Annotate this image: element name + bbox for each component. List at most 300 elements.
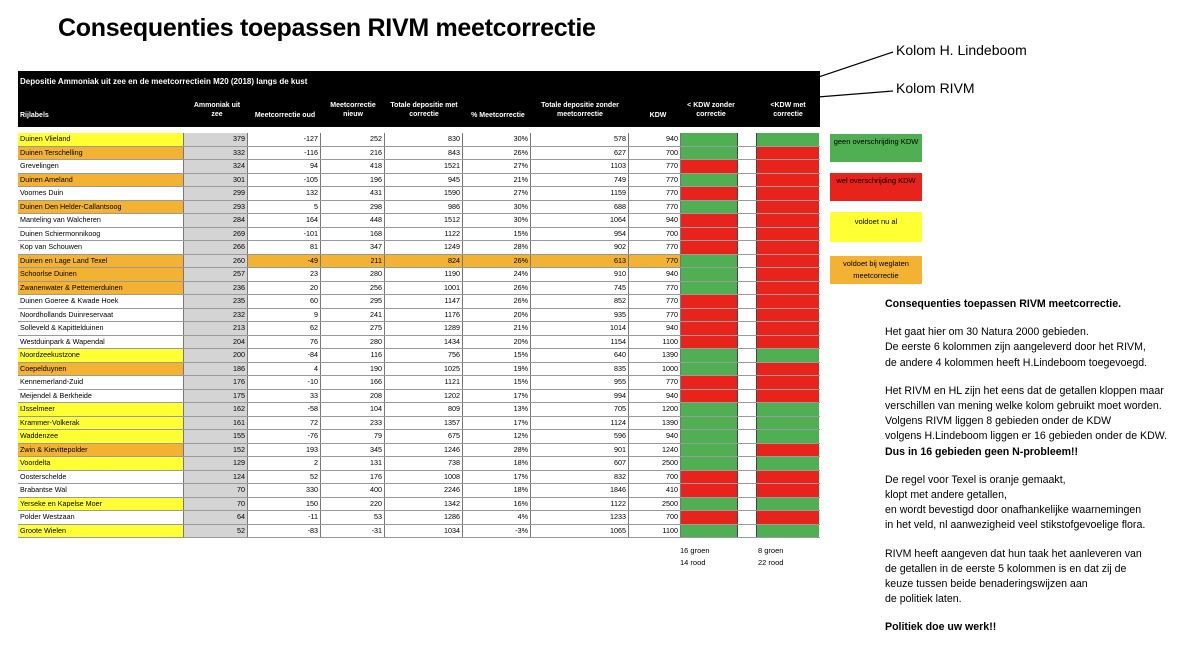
cell-meetcorrectie-oud: -58 [248, 403, 321, 416]
cell-meetcorrectie-oud: 81 [248, 241, 321, 254]
cell-status-met [756, 363, 819, 376]
cell-totale-met: 1008 [385, 471, 463, 484]
cell-totale-met: 1001 [385, 282, 463, 295]
cell-kdw: 940 [629, 322, 681, 335]
cell-spacer [738, 282, 756, 295]
cell-totale-met: 1286 [385, 511, 463, 524]
cell-ammoniak: 162 [184, 403, 248, 416]
cell-meetcorrectie-nieuw: 252 [321, 133, 385, 146]
cell-meetcorrectie-nieuw: 196 [321, 174, 385, 187]
cell-meetcorrectie-oud: 150 [248, 498, 321, 511]
cell-totale-zonder: 596 [531, 430, 629, 443]
cell-pct: 15% [463, 349, 531, 362]
cell-area-name: Duinen en Lage Land Texel [18, 255, 184, 268]
cell-status-zonder [681, 336, 738, 349]
cell-status-met [756, 160, 819, 173]
cell-spacer [738, 444, 756, 457]
cell-totale-met: 1521 [385, 160, 463, 173]
cell-totale-zonder: 832 [531, 471, 629, 484]
cell-meetcorrectie-nieuw: 280 [321, 268, 385, 281]
totals-zonder-groen: 16 groen [680, 546, 710, 555]
cell-area-name: Duinen Den Helder-Callantsoog [18, 201, 184, 214]
cell-spacer [738, 349, 756, 362]
cell-ammoniak: 200 [184, 349, 248, 362]
cell-kdw: 940 [629, 268, 681, 281]
cell-totale-met: 824 [385, 255, 463, 268]
cell-status-zonder [681, 147, 738, 160]
cell-pct: 17% [463, 417, 531, 430]
explanation-p2-conclusion: Dus in 16 gebieden geen N-probleem!! [885, 445, 1079, 458]
cell-totale-met: 945 [385, 174, 463, 187]
cell-totale-zonder: 852 [531, 295, 629, 308]
cell-status-zonder [681, 376, 738, 389]
cell-meetcorrectie-nieuw: 166 [321, 376, 385, 389]
cell-area-name: Krammer-Volkerak [18, 417, 184, 430]
cell-status-zonder [681, 255, 738, 268]
cell-area-name: Manteling van Walcheren [18, 214, 184, 227]
cell-meetcorrectie-oud: 4 [248, 363, 321, 376]
table-row [18, 187, 820, 201]
cell-ammoniak: 175 [184, 390, 248, 403]
cell-pct: 12% [463, 430, 531, 443]
cell-status-met [756, 336, 819, 349]
cell-area-name: Noordzeekustzone [18, 349, 184, 362]
cell-area-name: Duinen Vlieland [18, 133, 184, 146]
cell-status-met [756, 525, 819, 538]
cell-status-zonder [681, 174, 738, 187]
cell-meetcorrectie-oud: -83 [248, 525, 321, 538]
cell-meetcorrectie-oud: -76 [248, 430, 321, 443]
cell-kdw: 1240 [629, 444, 681, 457]
cell-kdw: 770 [629, 160, 681, 173]
cell-kdw: 1200 [629, 403, 681, 416]
cell-kdw: 700 [629, 471, 681, 484]
cell-area-name: Polder Westzaan [18, 511, 184, 524]
cell-status-met [756, 282, 819, 295]
cell-kdw: 1390 [629, 349, 681, 362]
cell-kdw: 770 [629, 282, 681, 295]
cell-meetcorrectie-oud: 76 [248, 336, 321, 349]
cell-pct: 19% [463, 363, 531, 376]
cell-status-met [756, 322, 819, 335]
cell-meetcorrectie-oud: 132 [248, 187, 321, 200]
cell-area-name: Westduinpark & Wapendal [18, 336, 184, 349]
cell-pct: 17% [463, 390, 531, 403]
cell-spacer [738, 457, 756, 470]
cell-totale-met: 2246 [385, 484, 463, 497]
header-pct-meetcorrectie: % Meetcorrectie [471, 112, 525, 119]
explanation-p4-line: de getallen in de eerste 5 kolommen is en dat zij de [885, 562, 1127, 575]
table-row [18, 160, 820, 174]
table-row [18, 511, 820, 525]
table-row [18, 417, 820, 431]
cell-meetcorrectie-nieuw: 241 [321, 309, 385, 322]
cell-ammoniak: 176 [184, 376, 248, 389]
table-row [18, 498, 820, 512]
cell-area-name: Schoorlse Duinen [18, 268, 184, 281]
cell-totale-zonder: 835 [531, 363, 629, 376]
cell-totale-met: 1176 [385, 309, 463, 322]
cell-kdw: 770 [629, 309, 681, 322]
cell-totale-zonder: 1122 [531, 498, 629, 511]
cell-meetcorrectie-nieuw: 431 [321, 187, 385, 200]
cell-totale-met: 1190 [385, 268, 463, 281]
cell-kdw: 700 [629, 511, 681, 524]
cell-meetcorrectie-nieuw: 216 [321, 147, 385, 160]
cell-ammoniak: 324 [184, 160, 248, 173]
cell-kdw: 940 [629, 214, 681, 227]
cell-kdw: 770 [629, 295, 681, 308]
cell-status-zonder [681, 511, 738, 524]
cell-status-met [756, 498, 819, 511]
cell-meetcorrectie-oud: -10 [248, 376, 321, 389]
cell-area-name: Duinen Terschelling [18, 147, 184, 160]
explanation-p4-line: RIVM heeft aangeven dat hun taak het aanleveren van [885, 547, 1142, 560]
cell-spacer [738, 160, 756, 173]
cell-totale-zonder: 1064 [531, 214, 629, 227]
cell-kdw: 1100 [629, 525, 681, 538]
cell-status-met [756, 133, 819, 146]
explanation-text [885, 297, 1195, 636]
table-row [18, 322, 820, 336]
cell-ammoniak: 129 [184, 457, 248, 470]
cell-kdw: 770 [629, 376, 681, 389]
cell-kdw: 770 [629, 241, 681, 254]
cell-totale-zonder: 705 [531, 403, 629, 416]
header-meetcorrectie-nieuw: Meetcorrectie nieuw [330, 102, 376, 118]
cell-status-zonder [681, 201, 738, 214]
cell-area-name: Brabantse Wal [18, 484, 184, 497]
cell-totale-zonder: 607 [531, 457, 629, 470]
cell-pct: 15% [463, 228, 531, 241]
cell-meetcorrectie-oud: 52 [248, 471, 321, 484]
cell-status-zonder [681, 498, 738, 511]
cell-meetcorrectie-nieuw: 116 [321, 349, 385, 362]
table-row [18, 309, 820, 323]
cell-meetcorrectie-oud: 330 [248, 484, 321, 497]
cell-status-zonder [681, 309, 738, 322]
cell-status-zonder [681, 187, 738, 200]
cell-area-name: Groote Wielen [18, 525, 184, 538]
cell-totale-zonder: 627 [531, 147, 629, 160]
cell-spacer [738, 498, 756, 511]
cell-area-name: Solleveld & Kapittelduinen [18, 322, 184, 335]
annotation-rivm: Kolom RIVM [896, 80, 975, 96]
cell-meetcorrectie-nieuw: 220 [321, 498, 385, 511]
cell-status-met [756, 484, 819, 497]
cell-meetcorrectie-nieuw: 168 [321, 228, 385, 241]
cell-meetcorrectie-oud: 72 [248, 417, 321, 430]
table-row [18, 376, 820, 390]
table-row [18, 444, 820, 458]
table-row [18, 147, 820, 161]
table-row [18, 484, 820, 498]
cell-ammoniak: 266 [184, 241, 248, 254]
cell-totale-met: 1249 [385, 241, 463, 254]
cell-spacer [738, 147, 756, 160]
cell-status-zonder [681, 282, 738, 295]
cell-status-zonder [681, 160, 738, 173]
cell-meetcorrectie-nieuw: 104 [321, 403, 385, 416]
cell-kdw: 700 [629, 228, 681, 241]
cell-status-zonder [681, 322, 738, 335]
cell-pct: 26% [463, 147, 531, 160]
cell-spacer [738, 187, 756, 200]
cell-pct: 27% [463, 187, 531, 200]
totals-zonder [680, 545, 710, 569]
cell-pct: 17% [463, 471, 531, 484]
cell-spacer [738, 363, 756, 376]
cell-status-met [756, 511, 819, 524]
cell-totale-met: 1202 [385, 390, 463, 403]
table-row [18, 282, 820, 296]
table-row [18, 363, 820, 377]
cell-status-zonder [681, 525, 738, 538]
table-row [18, 471, 820, 485]
cell-ammoniak: 204 [184, 336, 248, 349]
cell-status-met [756, 403, 819, 416]
cell-meetcorrectie-nieuw: 400 [321, 484, 385, 497]
cell-status-met [756, 214, 819, 227]
cell-area-name: Duinen Ameland [18, 174, 184, 187]
annotation-lindeboom: Kolom H. Lindeboom [896, 42, 1027, 58]
cell-ammoniak: 64 [184, 511, 248, 524]
cell-totale-zonder: 994 [531, 390, 629, 403]
cell-totale-zonder: 954 [531, 228, 629, 241]
cell-status-met [756, 268, 819, 281]
header-meetcorrectie-oud: Meetcorrectie oud [254, 112, 316, 119]
explanation-p4-line: keuze tussen beide benaderingswijzen aan [885, 578, 1088, 591]
cell-totale-met: 986 [385, 201, 463, 214]
cell-meetcorrectie-oud: 94 [248, 160, 321, 173]
cell-area-name: Yerseke en Kapelse Moer [18, 498, 184, 511]
table-row [18, 430, 820, 444]
cell-spacer [738, 322, 756, 335]
explanation-p3-line: klopt met andere getallen, [885, 489, 1007, 502]
header-rijlabels: Rijlabels [20, 112, 49, 119]
cell-totale-zonder: 955 [531, 376, 629, 389]
cell-pct: 26% [463, 255, 531, 268]
cell-meetcorrectie-nieuw: 190 [321, 363, 385, 376]
cell-totale-zonder: 1846 [531, 484, 629, 497]
explanation-closing: Politiek doe uw werk!! [885, 621, 997, 634]
table-caption: Depositie Ammoniak uit zee en de meetcorrectiein M20 (2018) langs de kust [20, 77, 308, 86]
cell-totale-zonder: 749 [531, 174, 629, 187]
cell-totale-zonder: 640 [531, 349, 629, 362]
cell-meetcorrectie-oud: -84 [248, 349, 321, 362]
cell-totale-met: 830 [385, 133, 463, 146]
cell-totale-zonder: 1065 [531, 525, 629, 538]
cell-totale-zonder: 1014 [531, 322, 629, 335]
header-totale-depositie-met: Totale depositie met correctie [390, 102, 458, 118]
cell-area-name: Kennemerland-Zuid [18, 376, 184, 389]
cell-status-zonder [681, 417, 738, 430]
cell-meetcorrectie-oud: 20 [248, 282, 321, 295]
cell-spacer [738, 430, 756, 443]
cell-status-zonder [681, 390, 738, 403]
cell-kdw: 940 [629, 390, 681, 403]
explanation-p3-line: De regel voor Texel is oranje gemaakt, [885, 473, 1066, 486]
cell-ammoniak: 299 [184, 187, 248, 200]
cell-spacer [738, 214, 756, 227]
explanation-p2-line: verschillen van mening welke kolom gebruikt moet worden. [885, 400, 1162, 413]
cell-spacer [738, 174, 756, 187]
table-row [18, 133, 820, 147]
header-kdw: KDW [649, 112, 667, 119]
cell-kdw: 770 [629, 187, 681, 200]
cell-status-met [756, 295, 819, 308]
cell-ammoniak: 161 [184, 417, 248, 430]
cell-totale-zonder: 902 [531, 241, 629, 254]
page-title: Consequenties toepassen RIVM meetcorrectie [58, 14, 596, 42]
table-row [18, 336, 820, 350]
cell-totale-zonder: 1103 [531, 160, 629, 173]
cell-meetcorrectie-oud: 62 [248, 322, 321, 335]
cell-status-met [756, 349, 819, 362]
cell-spacer [738, 484, 756, 497]
cell-totale-zonder: 910 [531, 268, 629, 281]
table-row [18, 457, 820, 471]
cell-status-met [756, 444, 819, 457]
cell-meetcorrectie-nieuw: 211 [321, 255, 385, 268]
cell-pct: 26% [463, 295, 531, 308]
cell-kdw: 940 [629, 430, 681, 443]
explanation-p2-line: Het RIVM en HL zijn het eens dat de getallen kloppen maar [885, 384, 1164, 397]
cell-area-name: Noordhollands Duinreservaat [18, 309, 184, 322]
cell-totale-met: 1147 [385, 295, 463, 308]
header-kdw-zonder: < KDW zonder correctie [687, 102, 735, 118]
cell-ammoniak: 186 [184, 363, 248, 376]
cell-status-zonder [681, 349, 738, 362]
cell-ammoniak: 257 [184, 268, 248, 281]
legend-red: wel overschrijding KDW [830, 173, 922, 201]
cell-kdw: 410 [629, 484, 681, 497]
cell-status-met [756, 241, 819, 254]
cell-totale-met: 675 [385, 430, 463, 443]
cell-status-met [756, 430, 819, 443]
cell-meetcorrectie-oud: -101 [248, 228, 321, 241]
cell-totale-met: 1434 [385, 336, 463, 349]
cell-meetcorrectie-nieuw: 418 [321, 160, 385, 173]
cell-pct: 30% [463, 133, 531, 146]
cell-ammoniak: 284 [184, 214, 248, 227]
legend-yellow: voldoet nu al [830, 212, 922, 242]
cell-status-zonder [681, 457, 738, 470]
totals-met-groen: 8 groen [758, 546, 784, 555]
header-kdw-met: <KDW met correctie [770, 102, 806, 118]
cell-area-name: Kop van Schouwen [18, 241, 184, 254]
cell-totale-met: 738 [385, 457, 463, 470]
cell-ammoniak: 155 [184, 430, 248, 443]
explanation-p1-line: De eerste 6 kolommen zijn aangeleverd door het RIVM, [885, 341, 1146, 354]
cell-area-name: Zwin & Kievittepolder [18, 444, 184, 457]
cell-status-met [756, 417, 819, 430]
totals-met [758, 545, 783, 569]
cell-area-name: Zwanenwater & Pettemerduinen [18, 282, 184, 295]
cell-kdw: 770 [629, 255, 681, 268]
legend-green: geen overschrijding KDW [830, 134, 922, 162]
legend-orange: voldoet bij weglaten meetcorrectie [830, 256, 922, 284]
cell-status-zonder [681, 295, 738, 308]
cell-totale-zonder: 688 [531, 201, 629, 214]
cell-kdw: 2500 [629, 498, 681, 511]
cell-meetcorrectie-nieuw: 208 [321, 390, 385, 403]
cell-status-zonder [681, 214, 738, 227]
cell-meetcorrectie-nieuw: 280 [321, 336, 385, 349]
cell-ammoniak: 52 [184, 525, 248, 538]
cell-pct: 4% [463, 511, 531, 524]
cell-area-name: Voornes Duin [18, 187, 184, 200]
cell-meetcorrectie-oud: 193 [248, 444, 321, 457]
explanation-p4-line: de politiek laten. [885, 593, 962, 606]
explanation-heading: Consequenties toepassen RIVM meetcorrectie. [885, 298, 1122, 310]
cell-totale-met: 1034 [385, 525, 463, 538]
cell-meetcorrectie-oud: -127 [248, 133, 321, 146]
deposition-table [18, 71, 820, 546]
cell-pct: 20% [463, 309, 531, 322]
cell-meetcorrectie-nieuw: 233 [321, 417, 385, 430]
cell-totale-zonder: 613 [531, 255, 629, 268]
cell-totale-zonder: 1154 [531, 336, 629, 349]
cell-ammoniak: 232 [184, 309, 248, 322]
cell-totale-met: 809 [385, 403, 463, 416]
table-row [18, 255, 820, 269]
cell-spacer [738, 201, 756, 214]
cell-ammoniak: 260 [184, 255, 248, 268]
explanation-p2-line: volgens H.Lindeboom liggen er 16 gebieden onder de KDW. [885, 430, 1168, 443]
cell-spacer [738, 525, 756, 538]
cell-spacer [738, 268, 756, 281]
cell-pct: 28% [463, 444, 531, 457]
explanation-p3-line: in het veld, nl aanwezigheid veel stikstofgevoelige flora. [885, 519, 1146, 532]
cell-meetcorrectie-nieuw: 256 [321, 282, 385, 295]
cell-totale-met: 1342 [385, 498, 463, 511]
cell-ammoniak: 332 [184, 147, 248, 160]
cell-meetcorrectie-nieuw: 298 [321, 201, 385, 214]
cell-spacer [738, 390, 756, 403]
cell-pct: 16% [463, 498, 531, 511]
cell-spacer [738, 376, 756, 389]
cell-meetcorrectie-nieuw: 275 [321, 322, 385, 335]
cell-kdw: 2500 [629, 457, 681, 470]
cell-spacer [738, 295, 756, 308]
cell-totale-met: 1289 [385, 322, 463, 335]
cell-status-met [756, 201, 819, 214]
table-row [18, 403, 820, 417]
cell-pct: 21% [463, 174, 531, 187]
cell-area-name: Duinen Schiermonnikoog [18, 228, 184, 241]
explanation-p2-line: Volgens RIVM liggen 8 gebieden onder de KDW [885, 415, 1112, 428]
cell-totale-zonder: 1159 [531, 187, 629, 200]
cell-ammoniak: 152 [184, 444, 248, 457]
cell-status-zonder [681, 403, 738, 416]
cell-ammoniak: 236 [184, 282, 248, 295]
table-row [18, 525, 820, 539]
cell-status-met [756, 228, 819, 241]
table-body [18, 133, 820, 538]
cell-meetcorrectie-oud: 33 [248, 390, 321, 403]
cell-meetcorrectie-oud: 9 [248, 309, 321, 322]
cell-meetcorrectie-nieuw: 53 [321, 511, 385, 524]
totals-met-rood: 22 rood [758, 558, 784, 567]
cell-totale-met: 1357 [385, 417, 463, 430]
table-row [18, 268, 820, 282]
cell-pct: 15% [463, 376, 531, 389]
cell-totale-zonder: 578 [531, 133, 629, 146]
cell-spacer [738, 133, 756, 146]
table-row [18, 349, 820, 363]
cell-status-zonder [681, 444, 738, 457]
